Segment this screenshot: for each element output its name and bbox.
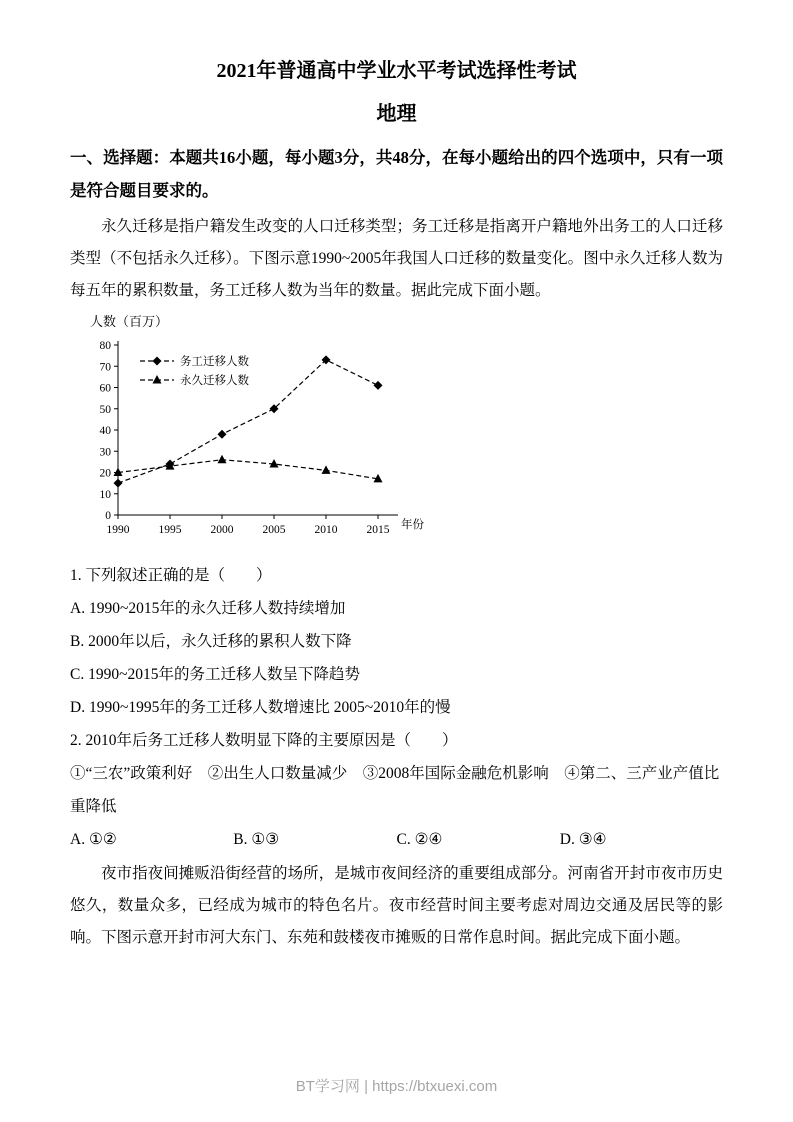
section-1-heading: 一、选择题：本题共16小题，每小题3分，共48分，在每小题给出的四个选项中，只有一项是符合题目要求的。 (70, 148, 723, 200)
svg-text:1990: 1990 (106, 524, 130, 536)
question-1-option-d: D. 1990~1995年的务工迁移人数增速比 2005~2010年的慢 (70, 699, 451, 716)
svg-text:永久迁移人数: 永久迁移人数 (180, 375, 249, 387)
question-2-option-c: C. ②④ (396, 831, 443, 848)
chart-y-axis-title: 人数（百万） (90, 314, 169, 329)
svg-text:2010: 2010 (314, 524, 338, 536)
watermark-text: BT学习网 | https://btxuexi.com (295, 1078, 498, 1095)
svg-text:0: 0 (105, 510, 111, 522)
question-2-stem: 2. 2010年后务工迁移人数明显下降的主要原因是（ ） (70, 732, 458, 749)
question-2-option-a: A. ①② (70, 831, 117, 848)
question-2-options-row (70, 823, 723, 856)
svg-text:80: 80 (99, 340, 111, 352)
passage-migration: 永久迁移是指户籍发生改变的人口迁移类型；务工迁移是指离开户籍地外出务工的人口迁移类型（不包括永久迁移）。下图示意1990~2005年我国人口迁移的数量变化。图中永久迁移人数为每五年的累积数量，务工迁移人数为当年的数量。据此完成下面小题。 (70, 218, 723, 299)
svg-text:60: 60 (99, 382, 111, 395)
svg-text:40: 40 (99, 425, 111, 437)
question-1-option-c: C. 1990~2015年的务工迁移人数呈下降趋势 (70, 666, 360, 683)
migration-chart (76, 313, 723, 553)
svg-text:务工迁移人数: 务工迁移人数 (180, 356, 249, 368)
svg-text:2000: 2000 (210, 524, 234, 536)
question-1-option-a: A. 1990~2015年的永久迁移人数持续增加 (70, 600, 346, 617)
question-1-option-b: B. 2000年以后，永久迁移的累积人数下降 (70, 633, 352, 650)
svg-text:30: 30 (99, 446, 111, 459)
svg-text:年份: 年份 (401, 519, 424, 531)
passage-night-market: 夜市指夜间摊贩沿街经营的场所，是城市夜间经济的重要组成部分。河南省开封市夜市历史悠久，数量众多，已经成为城市的特色名片。夜市经营时间主要考虑对周边交通及居民等的影响。下图示意开封市河大东门、东苑和鼓楼夜市摊贩的日常作息时间。据此完成下面小题。 (70, 865, 723, 946)
watermark-footer (0, 1075, 793, 1096)
svg-text:2005: 2005 (262, 524, 286, 536)
question-1-stem: 1. 下列叙述正确的是（ ） (70, 567, 272, 584)
svg-text:70: 70 (99, 361, 111, 374)
question-2-option-b: B. ①③ (233, 831, 280, 848)
svg-text:20: 20 (99, 467, 111, 480)
svg-text:1995: 1995 (158, 524, 182, 536)
svg-text:50: 50 (99, 403, 111, 416)
svg-text:10: 10 (99, 488, 111, 501)
exam-subject: 地理 (376, 103, 417, 125)
question-2-numbered-choices: ①“三农”政策利好 ②出生人口数量减少 ③2008年国际金融危机影响 ④第二、三产业产值比重降低 (70, 765, 720, 815)
exam-title: 2021年普通高中学业水平考试选择性考试 (216, 60, 577, 82)
svg-text:2015: 2015 (366, 524, 390, 536)
question-2-option-d: D. ③④ (559, 831, 607, 848)
migration-line-chart (78, 331, 458, 553)
